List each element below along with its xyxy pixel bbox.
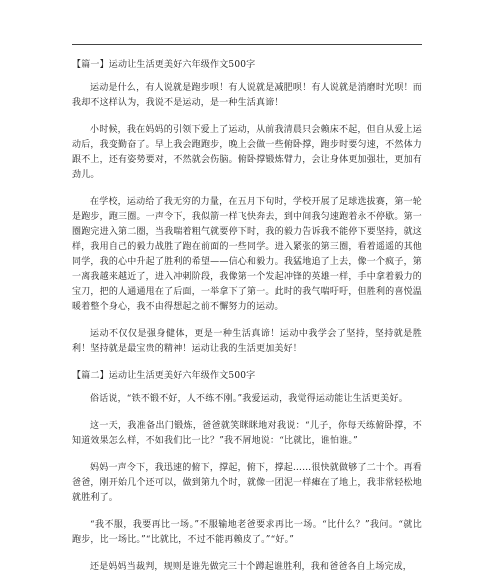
- article-heading-1: 【篇一】运动让生活更美好六年级作文500字: [72, 60, 256, 70]
- paragraph: 小时候，我在妈妈的引领下爱上了运动，从前我清晨只会赖床不起，但自从爱上运动后，我变勤奋了。早上我会跑跑步，晚上会做一些俯卧撑，跑步时要匀速，不然体力跟不上，还有姿势要对，不然就会伤脑。俯卧撑锻炼臂力，会让身体更加强壮，更加有劲儿。: [72, 125, 422, 180]
- paragraph: 运动是什么，有人说就是跑步呗！有人说就是减肥呗！有人说就是消磨时光呗！而我却不这样认为，我说不是运动，是一种生活真谛！: [72, 83, 422, 108]
- paragraph: 运动不仅仅是强身健体，更是一种生活真谛！运动中我学会了坚持，坚持就是胜利！坚持就是最宝贵的精神！运动让我的生活更加美好！: [72, 329, 422, 354]
- header-rule: [72, 44, 422, 45]
- paragraph: 在学校，运动给了我无穷的力量，在五月下旬时，学校开展了足球选拔赛，第一轮是跑步，跑三圈。一声令下，我似箭一样飞快奔去，到中间我匀速跑着永不停歇。第一圈跑完进入第二圈，当我喘着粗气就要停下时，我的毅力告诉我不能停下要坚持，就这样，我用自己的毅力战胜了跑在前面的一些同学。进入紧张的第三圈，看着遥遥的其他同学，我的心中升起了胜利的希望——信心和毅力。我猛地追了上去，像一个疯子，第一离我越来越近了，进入冲刺阶段，我像第一个发起冲锋的英雄一样，手中拿着毅力的宝刀，把的人通通甩在了后面，一举拿下了第一。此时的我气喘吁吁，但胜利的喜悦温暖着整个身心，我不由得想起之前不懈努力的运动。: [72, 197, 422, 312]
- paragraph: 还是妈妈当裁判，规则是谁先做完三十个蹲起谁胜利，我和爸爸各自上场完成，: [90, 562, 413, 572]
- paragraph: 妈妈一声令下，我迅速的俯下，撑起，俯下，撑起……很快就做够了二十个。再看爸爸，刚开始几个还可以，做到第九个时，就像一团泥一样瘫在了地上，我非常轻松地就胜利了。: [72, 463, 422, 503]
- article-heading-2: 【篇二】运动让生活更美好六年级作文500字: [72, 371, 256, 381]
- paragraph: 这一天，我准备出门锻炼，爸爸就笑眯眯地对我说：“儿子，你每天练俯卧撑，不知道效果怎么样，不如我们比一比？”我不屑地说：“比就比，谁怕谁。”: [72, 421, 422, 446]
- paragraph: “我不服，我要再比一场。”不服输地老爸要求再比一场。“比什么？”我问。“就比跑步，比一场比。”“比就比，不过不能再赖皮了。”“好。”: [72, 520, 422, 545]
- article-body: [72, 58, 422, 587]
- paragraph: 俗话说，“铁不锻不好，人不练不刚。”我爱运动，我觉得运动能让生活更美好。: [90, 394, 408, 404]
